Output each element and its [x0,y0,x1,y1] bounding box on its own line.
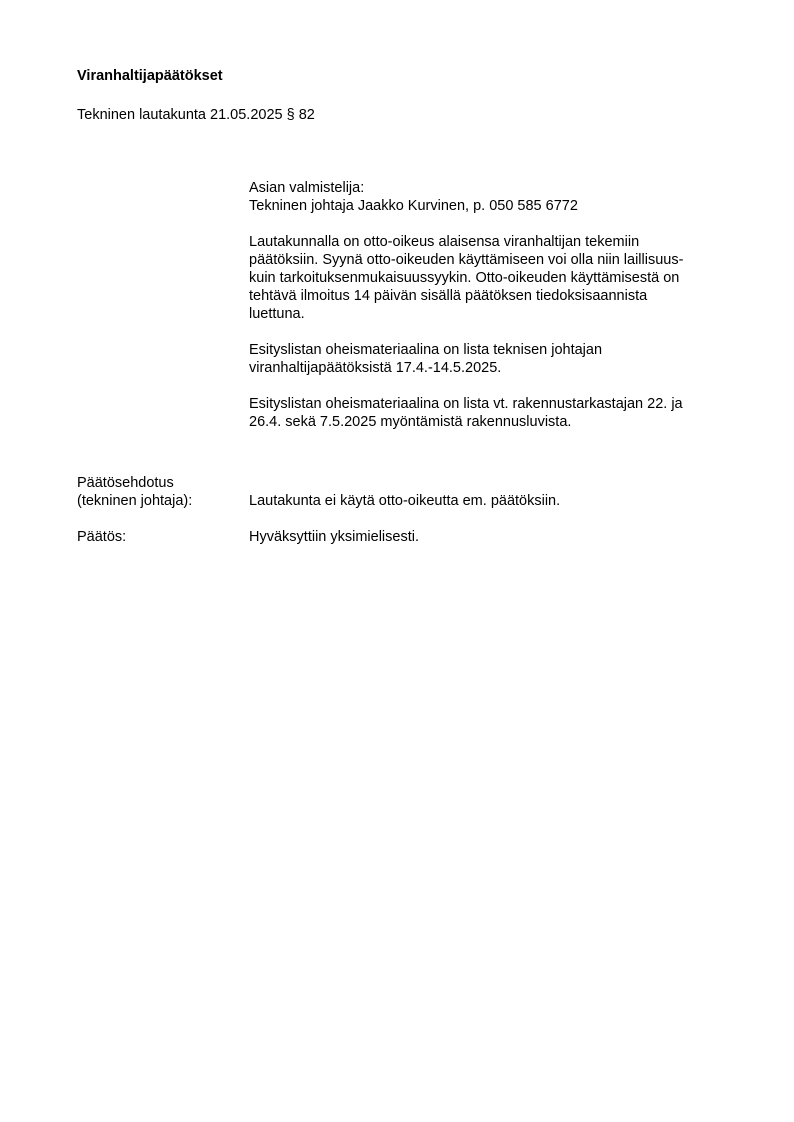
decision-label: Päätös: [77,529,127,545]
paragraph-line: tehtävä ilmoitus 14 päivän sisällä päätöksen tiedoksisaannista [249,288,648,304]
paragraph-line: Lautakunnalla on otto-oikeus alaisensa viranhaltijan tekemiin [249,234,640,250]
meeting-reference: Tekninen lautakunta 21.05.2025 § 82 [77,107,315,123]
document-heading: Viranhaltijapäätökset [77,68,223,84]
paragraph-line: viranhaltijapäätöksistä 17.4.-14.5.2025. [249,360,502,376]
proposal-text: Lautakunta ei käytä otto-oikeutta em. päätöksiin. [249,493,561,509]
preparer-name: Tekninen johtaja Jaakko Kurvinen, p. 050 585 6772 [249,198,578,214]
paragraph-line: Esityslistan oheismateriaalina on lista teknisen johtajan [249,342,603,358]
decision-text: Hyväksyttiin yksimielisesti. [249,529,419,545]
paragraph-line: Esityslistan oheismateriaalina on lista vt. rakennustarkastajan 22. ja [249,396,683,412]
case-body [249,179,734,449]
paragraph-johtaja-list [249,341,734,377]
paragraph-line: luettuna. [249,306,305,322]
paragraph-rakennusluvat-list [249,395,734,431]
paragraph-line: 26.4. sekä 7.5.2025 myöntämistä rakennusluvista. [249,414,572,430]
preparer-block [249,179,734,215]
proposal-label-line1: Päätösehdotus [77,475,174,491]
paragraph-line: päätöksiin. Syynä otto-oikeuden käyttämiseen voi olla niin laillisuus- [249,252,684,268]
paragraph-line: kuin tarkoituksenmukaisuussyykin. Otto-oikeuden käyttämisestä on [249,270,680,286]
preparer-label: Asian valmistelija: [249,180,365,196]
proposal-label [77,474,247,510]
proposal-label-line2: (tekninen johtaja): [77,493,193,509]
paragraph-otto-oikeus [249,233,734,323]
